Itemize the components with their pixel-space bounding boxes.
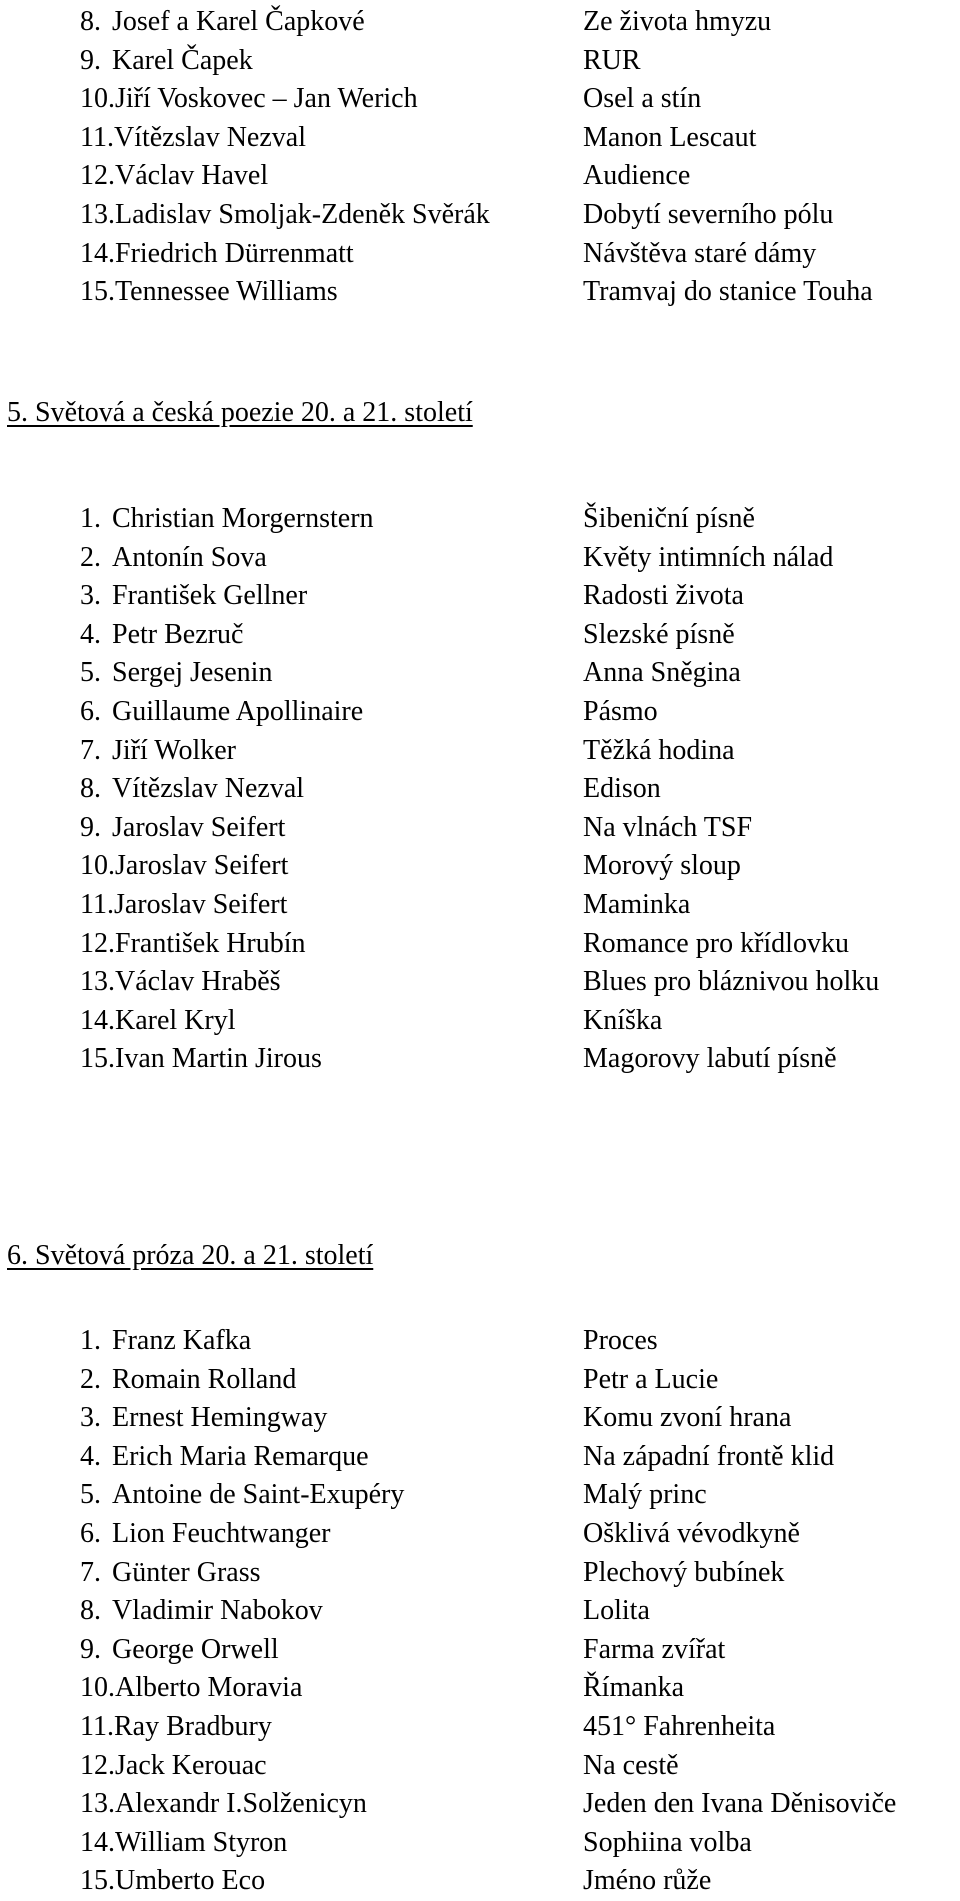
item-number: 15.	[80, 1043, 115, 1075]
item-author: Vladimir Nabokov	[112, 1595, 323, 1627]
prose-reading-list	[80, 1322, 897, 1901]
list-item	[80, 1785, 897, 1824]
list-item	[80, 1669, 685, 1708]
item-author: Josef a Karel Čapkové	[112, 6, 365, 37]
item-number: 3.	[80, 1402, 101, 1434]
list-item	[80, 196, 834, 235]
item-work: Na vlnách TSF	[583, 811, 753, 843]
list-item	[80, 500, 755, 539]
item-work: Manon Lescaut	[583, 121, 757, 153]
item-number: 14.	[80, 237, 115, 269]
item-number: 13.	[80, 966, 115, 998]
item-author: Karel Čapek	[112, 44, 253, 76]
item-author: Jaroslav Seifert	[113, 888, 288, 920]
item-number: 8.	[80, 6, 101, 37]
item-author: Petr Bezruč	[112, 618, 244, 650]
item-author: František Gellner	[112, 580, 308, 612]
list-item	[80, 42, 641, 81]
item-work: Pásmo	[583, 695, 658, 727]
item-work: Sophiina volba	[583, 1826, 752, 1858]
list-item	[80, 157, 691, 196]
item-number: 9.	[80, 44, 101, 76]
item-number: 1.	[80, 1325, 101, 1356]
item-author: Václav Hraběš	[115, 966, 281, 998]
item-author: Sergej Jesenin	[112, 657, 273, 689]
list-item	[80, 235, 817, 274]
item-author: Ladislav Smoljak-Zdeněk Svěrák	[115, 198, 490, 230]
list-item	[80, 3, 772, 42]
list-item	[80, 1438, 835, 1477]
item-number: 10.	[80, 850, 115, 882]
item-author: Vítězslav Nezval	[113, 121, 306, 153]
list-item	[80, 693, 658, 732]
item-work: Radosti života	[583, 580, 744, 612]
item-author: Tennessee Williams	[115, 276, 338, 308]
item-work: RUR	[583, 44, 641, 76]
item-author: Václav Havel	[115, 160, 269, 192]
item-number: 4.	[80, 1440, 101, 1472]
item-author: Romain Rolland	[112, 1363, 297, 1395]
item-number: 10.	[80, 1672, 115, 1704]
item-number: 12.	[80, 927, 115, 959]
item-author: Jaroslav Seifert	[112, 811, 286, 843]
item-work: Na západní frontě klid	[583, 1440, 835, 1472]
drama-reading-list	[80, 3, 873, 312]
item-work: Na cestě	[583, 1749, 679, 1781]
list-item	[80, 1554, 785, 1593]
list-item	[80, 1592, 650, 1631]
item-work: Blues pro bláznivou holku	[583, 966, 880, 998]
item-number: 6.	[80, 1517, 101, 1549]
item-author: Jiří Wolker	[112, 734, 236, 766]
item-author: Karel Kryl	[115, 1004, 236, 1036]
item-number: 7.	[80, 734, 101, 766]
item-work: Jméno růže	[583, 1865, 712, 1897]
item-work: Farma zvířat	[583, 1633, 726, 1665]
list-item	[80, 119, 757, 158]
list-item	[80, 1399, 792, 1438]
item-work: Římanka	[583, 1672, 685, 1704]
item-number: 11.	[80, 121, 114, 153]
item-work: Proces	[583, 1325, 658, 1356]
item-author: Guillaume Apollinaire	[112, 695, 364, 727]
item-work: Romance pro křídlovku	[583, 927, 849, 959]
item-author: Jiří Voskovec – Jan Werich	[115, 83, 418, 115]
item-work: Edison	[583, 773, 661, 805]
list-item	[80, 539, 834, 578]
item-number: 13.	[80, 198, 115, 230]
item-author: William Styron	[115, 1826, 288, 1858]
list-item	[80, 1476, 707, 1515]
item-work: Komu zvoní hrana	[583, 1402, 792, 1434]
item-number: 14.	[80, 1004, 115, 1036]
item-number: 12.	[80, 1749, 115, 1781]
list-item	[80, 1708, 776, 1747]
item-number: 9.	[80, 811, 101, 843]
item-author: Antonín Sova	[112, 541, 267, 573]
item-work: Osel a stín	[583, 83, 702, 115]
list-item	[80, 886, 691, 925]
item-number: 5.	[80, 657, 101, 689]
item-author: Alexandr I.Solženicyn	[115, 1788, 367, 1820]
item-work: Malý princ	[583, 1479, 707, 1511]
list-item	[80, 80, 702, 119]
list-item	[80, 732, 735, 771]
list-item	[80, 1040, 837, 1079]
item-number: 13.	[80, 1788, 115, 1820]
item-number: 12.	[80, 160, 115, 192]
item-number: 1.	[80, 503, 101, 534]
poetry-section-heading: 5. Světová a česká poezie 20. a 21. století	[7, 397, 473, 428]
item-work: Lolita	[583, 1595, 650, 1627]
item-number: 2.	[80, 541, 101, 573]
item-author: Antoine de Saint-Exupéry	[112, 1479, 405, 1511]
list-item	[80, 963, 880, 1002]
item-work: Ošklivá vévodkyně	[583, 1517, 800, 1549]
item-work: Maminka	[583, 888, 691, 920]
item-author: Jaroslav Seifert	[115, 850, 289, 882]
item-number: 11.	[80, 1710, 114, 1742]
item-work: Audience	[583, 160, 691, 192]
list-item	[80, 273, 873, 312]
item-author: František Hrubín	[115, 927, 306, 959]
item-work: Těžká hodina	[583, 734, 735, 766]
item-author: Ivan Martin Jirous	[115, 1043, 322, 1075]
list-item	[80, 847, 741, 886]
item-work: Anna Sněgina	[583, 657, 741, 689]
item-number: 6.	[80, 695, 101, 727]
item-work: Slezské písně	[583, 618, 735, 650]
item-number: 8.	[80, 773, 101, 805]
item-author: George Orwell	[112, 1633, 279, 1665]
list-item	[80, 654, 741, 693]
item-number: 3.	[80, 580, 101, 612]
item-number: 10.	[80, 83, 115, 115]
list-item	[80, 1824, 752, 1863]
item-number: 4.	[80, 618, 101, 650]
list-item	[80, 1361, 719, 1400]
list-item	[80, 925, 849, 964]
item-number: 2.	[80, 1363, 101, 1395]
item-number: 8.	[80, 1595, 101, 1627]
item-author: Günter Grass	[112, 1556, 261, 1588]
list-item	[80, 616, 735, 655]
item-number: 14.	[80, 1826, 115, 1858]
item-work: Dobytí severního pólu	[583, 198, 834, 230]
list-item	[80, 1515, 800, 1554]
item-number: 15.	[80, 1865, 115, 1897]
item-work: 451° Fahrenheita	[583, 1710, 776, 1742]
item-author: Ray Bradbury	[113, 1710, 272, 1742]
item-author: Jack Kerouac	[115, 1749, 267, 1781]
item-author: Friedrich Dürrenmatt	[115, 237, 354, 269]
item-work: Petr a Lucie	[583, 1363, 719, 1395]
item-work: Plechový bubínek	[583, 1556, 785, 1588]
item-author: Erich Maria Remarque	[112, 1440, 369, 1472]
item-author: Christian Morgernstern	[112, 503, 374, 534]
item-author: Umberto Eco	[115, 1865, 266, 1897]
list-item	[80, 1002, 663, 1041]
list-item	[80, 577, 744, 616]
item-author: Vítězslav Nezval	[112, 773, 305, 805]
item-author: Alberto Moravia	[115, 1672, 303, 1704]
list-item	[80, 770, 661, 809]
list-item	[80, 809, 753, 848]
item-author: Lion Feuchtwanger	[112, 1517, 331, 1549]
item-author: Ernest Hemingway	[112, 1402, 328, 1434]
item-work: Magorovy labutí písně	[583, 1043, 837, 1075]
poetry-reading-list	[80, 500, 880, 1079]
item-number: 7.	[80, 1556, 101, 1588]
list-item	[80, 1322, 658, 1361]
list-item	[80, 1631, 726, 1670]
list-item	[80, 1862, 712, 1901]
item-work: Návštěva staré dámy	[583, 237, 817, 269]
item-work: Tramvaj do stanice Touha	[583, 276, 873, 308]
item-number: 15.	[80, 276, 115, 308]
item-number: 11.	[80, 888, 114, 920]
list-item	[80, 1747, 679, 1786]
item-work: Květy intimních nálad	[583, 541, 834, 573]
item-work: Ze života hmyzu	[583, 6, 772, 37]
item-number: 5.	[80, 1479, 101, 1511]
item-author: Franz Kafka	[112, 1325, 252, 1356]
item-work: Kníška	[583, 1004, 663, 1036]
item-work: Šibeniční písně	[583, 503, 755, 534]
item-work: Morový sloup	[583, 850, 741, 882]
prose-section-heading: 6. Světová próza 20. a 21. století	[7, 1240, 374, 1271]
item-number: 9.	[80, 1633, 101, 1665]
item-work: Jeden den Ivana Děnisoviče	[583, 1788, 897, 1820]
